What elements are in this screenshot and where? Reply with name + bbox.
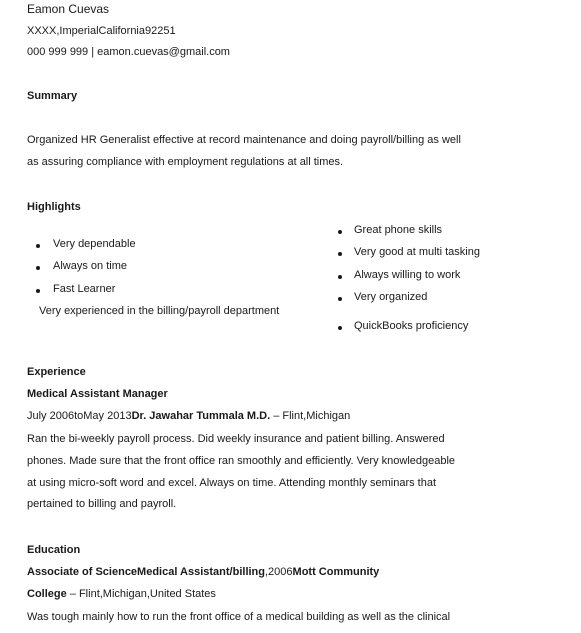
bullet-icon xyxy=(338,230,342,234)
list-item-label: Very good at multi tasking xyxy=(354,246,480,258)
experience-heading: Experience xyxy=(27,366,86,378)
education-description-line: Was tough mainly how to run the front office of a medical building as well as the clinical xyxy=(27,611,451,623)
job-description-line: Ran the bi-weekly payroll process. Did weekly insurance and patient billing. Answered xyxy=(27,433,445,445)
job-description-line: pertained to billing and payroll. xyxy=(27,498,177,510)
bullet-icon xyxy=(338,252,342,256)
list-item-label: Very organized xyxy=(354,291,428,303)
address: XXXX,ImperialCalifornia92251 xyxy=(27,25,176,37)
degree: Associate of ScienceMedical Assistant/billing xyxy=(27,566,265,578)
contact-info: 000 999 999 | eamon.cuevas@gmail.com xyxy=(27,46,230,58)
school-name: Mott Community xyxy=(292,566,380,578)
bullet-icon xyxy=(36,289,40,293)
education-school-line xyxy=(27,588,216,600)
education-degree-line xyxy=(27,566,379,578)
job-description-line: at using micro-soft word and excel. Always on time. Attending monthly seminars that xyxy=(27,477,437,489)
job-title: Medical Assistant Manager xyxy=(27,388,168,400)
summary-line-2: as assuring compliance with employment regulations at all times. xyxy=(27,156,344,168)
job-location: – Flint,Michigan xyxy=(270,410,351,422)
degree-year: ,2006 xyxy=(265,566,293,578)
job-employer: Dr. Jawahar Tummala M.D. xyxy=(131,410,271,422)
bullet-icon xyxy=(338,297,342,301)
candidate-name: Eamon Cuevas xyxy=(27,2,110,16)
job-description-line: phones. Made sure that the front office ran smoothly and efficiently. Very knowledgeable xyxy=(27,455,456,467)
list-item-label: Fast Learner xyxy=(53,283,116,295)
bullet-icon xyxy=(338,326,342,330)
summary-heading: Summary xyxy=(27,90,78,102)
bullet-icon xyxy=(338,275,342,279)
list-item-label: QuickBooks proficiency xyxy=(354,320,469,332)
job-dates: July 2006toMay 2013 xyxy=(27,410,132,422)
list-item-label: Very dependable xyxy=(53,238,136,250)
list-item-label: Always willing to work xyxy=(354,269,461,281)
list-item-label: Great phone skills xyxy=(354,224,443,236)
bullet-icon xyxy=(36,266,40,270)
school-location: – Flint,Michigan,United States xyxy=(66,588,216,600)
education-heading: Education xyxy=(27,544,81,556)
summary-line-1: Organized HR Generalist effective at record maintenance and doing payroll/billing as well xyxy=(27,134,461,146)
school-name-cont: College xyxy=(27,588,67,600)
bullet-icon xyxy=(36,244,40,248)
list-item-label: Always on time xyxy=(53,260,127,272)
list-item-extra: Very experienced in the billing/payroll department xyxy=(39,305,280,317)
highlights-heading: Highlights xyxy=(27,201,81,213)
job-meta xyxy=(27,410,350,422)
